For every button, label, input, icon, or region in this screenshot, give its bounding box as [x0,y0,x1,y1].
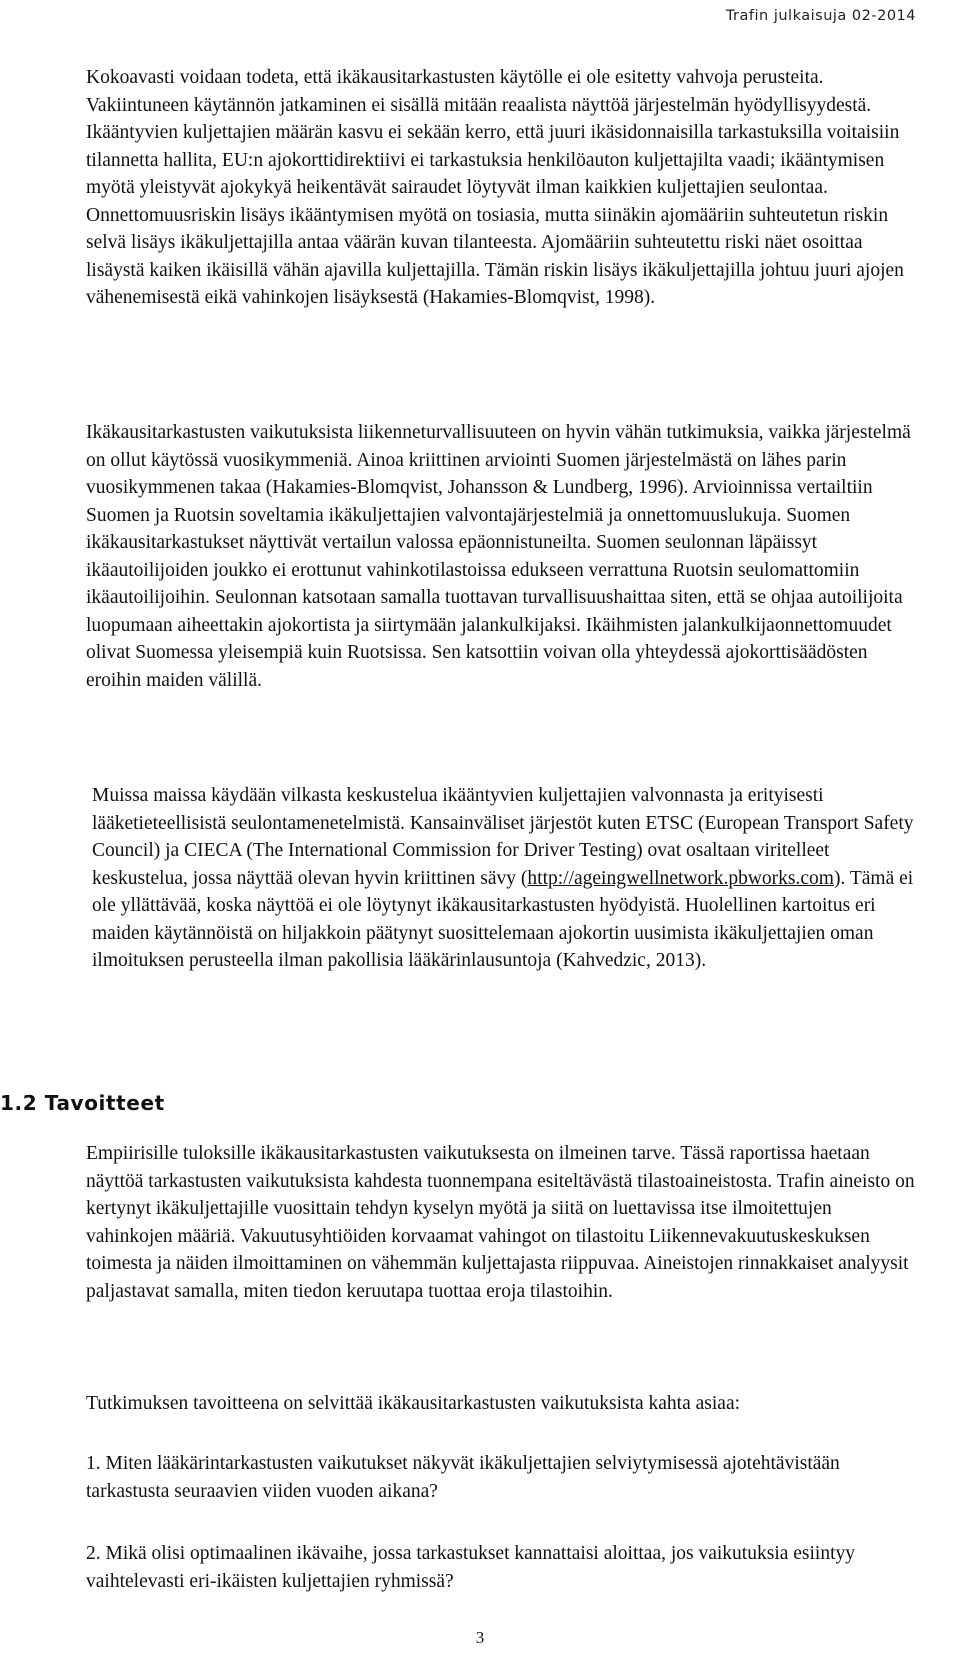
paragraph-text: Tutkimuksen tavoitteena on selvittää ikäkausitarkastusten vaikutuksista kahta asiaa: [86,1393,741,1414]
section-heading: 1.2 Tavoitteet [0,1091,165,1115]
paragraph-text: Kokoavasti voidaan todeta, että ikäkausitarkastusten käytölle ei ole esitetty vahvoja perusteita. Vakiintuneen käytännön jatkaminen ei sisällä mitään reaalista näyttöä järjestelmän hyödyllisyydestä. Ikääntyvien kuljettajien määrän kasvu ei sekään kerro, että juuri ikäsidonnaisilla tarkastuksilla voitaisiin tilannetta hallita, EU:n ajokorttidirektiivi ei tarkastuksia henkilöauton kuljettajilta vaadi; ikääntymisen myötä yleistyvät ajokykyä heikentävät sairaudet löytyvät ilman kaikkien kuljettajien seulontaa. Onnettomuusriskin lisäys ikääntymisen myötä on tosiasia, mutta siinäkin ajomääriin suhteutetun riskin selvä lisäys ikäkuljettajilla antaa väärän kuvan tilanteesta. Ajomääriin suhteutettu riski näet osoittaa lisäystä kaiken ikäisillä vähän ajavilla kuljettajilla. Tämän riskin lisäys ikäkuljettajilla johtuu juuri ajojen vähenemisestä eikä vahinkojen lisäyksestä (Hakamies-Blomqvist, 1998). [86,67,904,308]
paragraph-text-part: Muissa maissa käydään vilkasta keskustelua ikääntyvien kuljettajien valvonnasta ja erityisesti lääketieteellisistä seulontamenetelmistä. Kansainväliset järjestöt kuten ETSC (European Transport Safety Council) ja CIECA (The International Commission for Driver Testing) ovat osaltaan viritelleet keskustelua, jossa näyttää olevan hyvin kriittinen sävy ( [92,785,914,889]
paragraph-empirical-need [86,1140,922,1305]
paragraph-objective-intro [86,1390,922,1418]
paragraph-other-countries [86,782,922,975]
paragraph-text: Empiirisille tuloksille ikäkausitarkastusten vaikutuksesta on ilmeinen tarve. Tässä raportissa haetaan näyttöä tarkastusten vaikutuksista kahdesta tuonnempana esiteltävästä tilastoaineistosta. Trafin aineisto on kertynyt ikäkuljettajille vuosittain tehdyn kyselyn myötä ja siitä on luettavissa itse ilmoitettujen vahinkojen määriä. Vakuutusyhtiöiden korvaamat vahingot on tilastoitu Liikennevakuutuskeskuksen toimesta ja näiden ilmoittaminen on vähemmän kuljettajasta riippuvaa. Aineistojen rinnakkaiset analyysit paljastavat samalla, miten tiedon keruutapa tuottaa eroja tilastoihin. [86,1143,915,1302]
paragraph-research [86,419,922,694]
paragraph-text: 2. Mikä olisi optimaalinen ikävaihe, jossa tarkastukset kannattaisi aloittaa, jos vaikutuksia esiintyy vaihtelevasti eri-ikäisten kuljettajien ryhmissä? [86,1543,856,1592]
research-question-2 [86,1540,922,1595]
ageingwell-link[interactable]: http://ageingwellnetwork.pbworks.com [527,867,834,889]
paragraph-text [86,782,922,975]
paragraph-text-part: ). Tämä ei ole yllättävää, koska näyttöä ei ole löytynyt ikäkausitarkastusten hyödyistä. Huolellinen kartoitus eri maiden käytännöistä on hiljakkoin päätynyt suosittelemaan ajokortin uusimista ikäkuljettajien oman ilmoituksen perusteella ilman pakollisia lääkärinlausuntoja (Kahvedzic, 2013). [92,867,914,971]
paragraph-text: 1. Miten lääkärintarkastusten vaikutukset näkyvät ikäkuljettajien selviytymisessä ajotehtävistään tarkastusta seuraavien viiden vuoden aikana? [86,1453,840,1502]
paragraph-summary [86,64,922,312]
running-header: Trafin julkaisuja 02-2014 [725,8,916,24]
paragraph-text: Ikäkausitarkastusten vaikutuksista liikenneturvallisuuteen on hyvin vähän tutkimuksia, vaikka järjestelmä on ollut käytössä vuosikymmeniä. Ainoa kriittinen arviointi Suomen järjestelmästä on lähes parin vuosikymmenen takaa (Hakamies-Blomqvist, Johansson & Lundberg, 1996). Arvioinnissa vertailtiin Suomen ja Ruotsin soveltamia ikäkuljettajien valvontajärjestelmiä ja onnettomuuslukuja. Suomen ikäkausitarkastukset näyttivät vertailun valossa epäonnistuneilta. Suomen seulonnan läpäissyt ikäautoilijoiden joukko ei erottunut vahinkotilastoissa edukseen verrattuna Ruotsin seulomattomiin ikäautoilijoihin. Seulonnan katsotaan samalla tuottavan turvallisuushaittaa siten, että se ohjaa autoilijoita luopumaan aiheettakin ajokortista ja siirtymään jalankulkijaksi. Ikäihmisten jalankulkijaonnettomuudet olivat Suomessa yleisempiä kuin Ruotsissa. Sen katsottiin voivan olla yhteydessä ajokorttisäädösten eroihin maiden välillä. [86,422,911,691]
page-number: 3 [475,1628,485,1647]
research-question-1 [86,1450,922,1505]
